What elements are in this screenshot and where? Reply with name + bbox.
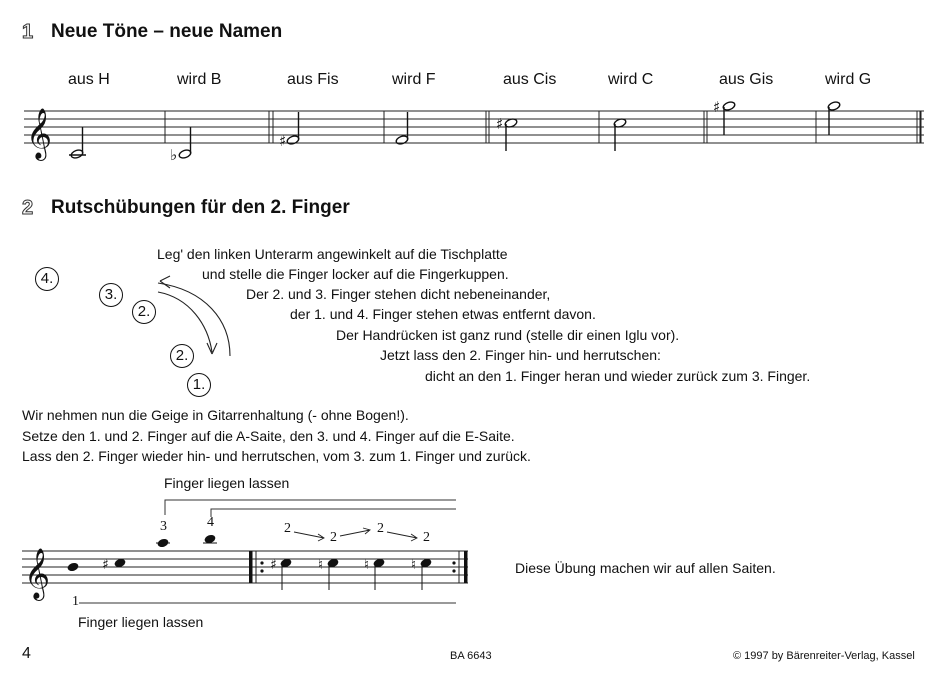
fingering-slide: 2	[330, 530, 337, 545]
note-label: aus H	[68, 71, 110, 88]
treble-clef-icon: 𝄞	[24, 548, 51, 599]
note-label: wird B	[177, 71, 222, 88]
sharp-icon: ♯	[270, 557, 277, 573]
section-number-1: 1	[22, 21, 34, 43]
natural-icon: ♮	[318, 557, 324, 573]
bottom-bracket-label: Finger liegen lassen	[78, 614, 204, 630]
sharp-icon: ♯	[102, 557, 109, 573]
copyright: © 1997 by Bärenreiter-Verlag, Kassel	[733, 650, 915, 662]
section-2-title: Rutschübungen für den 2. Finger	[51, 197, 350, 218]
note-label: wird C	[608, 71, 654, 88]
finger-circle-1: 1.	[187, 373, 211, 397]
instruction-line: Jetzt lass den 2. Finger hin- und herrutschen:	[380, 347, 661, 363]
paragraph-line: Setze den 1. und 2. Finger auf die A-Saite, den 3. und 4. Finger auf die E-Saite.	[22, 428, 515, 444]
fingering-slide: 2	[377, 521, 384, 536]
finger-circle-3: 3.	[99, 283, 123, 307]
paragraph-line: Lass den 2. Finger wieder hin- und herrutschen, vom 3. zum 1. Finger und zurück.	[22, 448, 531, 464]
finger-circle-2: 2.	[132, 300, 156, 324]
instruction-line: Der Handrücken ist ganz rund (stelle dir einen Iglu vor).	[336, 327, 680, 343]
note-label: aus Fis	[287, 71, 339, 88]
finger-circle-4: 4.	[35, 267, 59, 291]
fingering-slide: 2	[284, 521, 291, 536]
page-number: 4	[22, 645, 31, 662]
top-bracket-label: Finger liegen lassen	[164, 475, 290, 491]
fingering-4: 4	[207, 515, 214, 530]
fingering-slide: 2	[423, 530, 430, 545]
note-label: wird F	[392, 71, 436, 88]
flat-icon: ♭	[170, 146, 178, 164]
sharp-icon: ♯	[713, 98, 721, 116]
instruction-line: dicht an den 1. Finger heran und wieder zurück zum 3. Finger.	[425, 368, 811, 384]
section-1-title: Neue Töne – neue Namen	[51, 21, 283, 42]
sharp-icon: ♯	[496, 115, 504, 133]
fingering-1: 1	[72, 594, 79, 609]
note-label: aus Gis	[719, 71, 774, 88]
side-note: Diese Übung machen wir auf allen Saiten.	[515, 560, 776, 576]
note-label: wird G	[825, 71, 872, 88]
treble-clef-icon: 𝄞	[26, 108, 53, 159]
instruction-line: der 1. und 4. Finger stehen etwas entfernt davon.	[290, 306, 596, 322]
sharp-icon: ♯	[279, 132, 287, 150]
instruction-line: und stelle die Finger locker auf die Fingerkuppen.	[202, 266, 509, 282]
finger-circle-2-lower: 2.	[170, 344, 194, 368]
catalog-number: BA 6643	[450, 650, 492, 662]
instruction-line: Der 2. und 3. Finger stehen dicht nebeneinander,	[246, 286, 551, 302]
natural-icon: ♮	[364, 557, 370, 573]
section-number-2: 2	[22, 197, 34, 219]
natural-icon: ♮	[411, 557, 417, 573]
fingering-3: 3	[160, 519, 167, 534]
paragraph-line: Wir nehmen nun die Geige in Gitarrenhaltung (- ohne Bogen!).	[22, 407, 409, 423]
instruction-line: Leg' den linken Unterarm angewinkelt auf die Tischplatte	[157, 246, 508, 262]
note-label: aus Cis	[503, 71, 557, 88]
